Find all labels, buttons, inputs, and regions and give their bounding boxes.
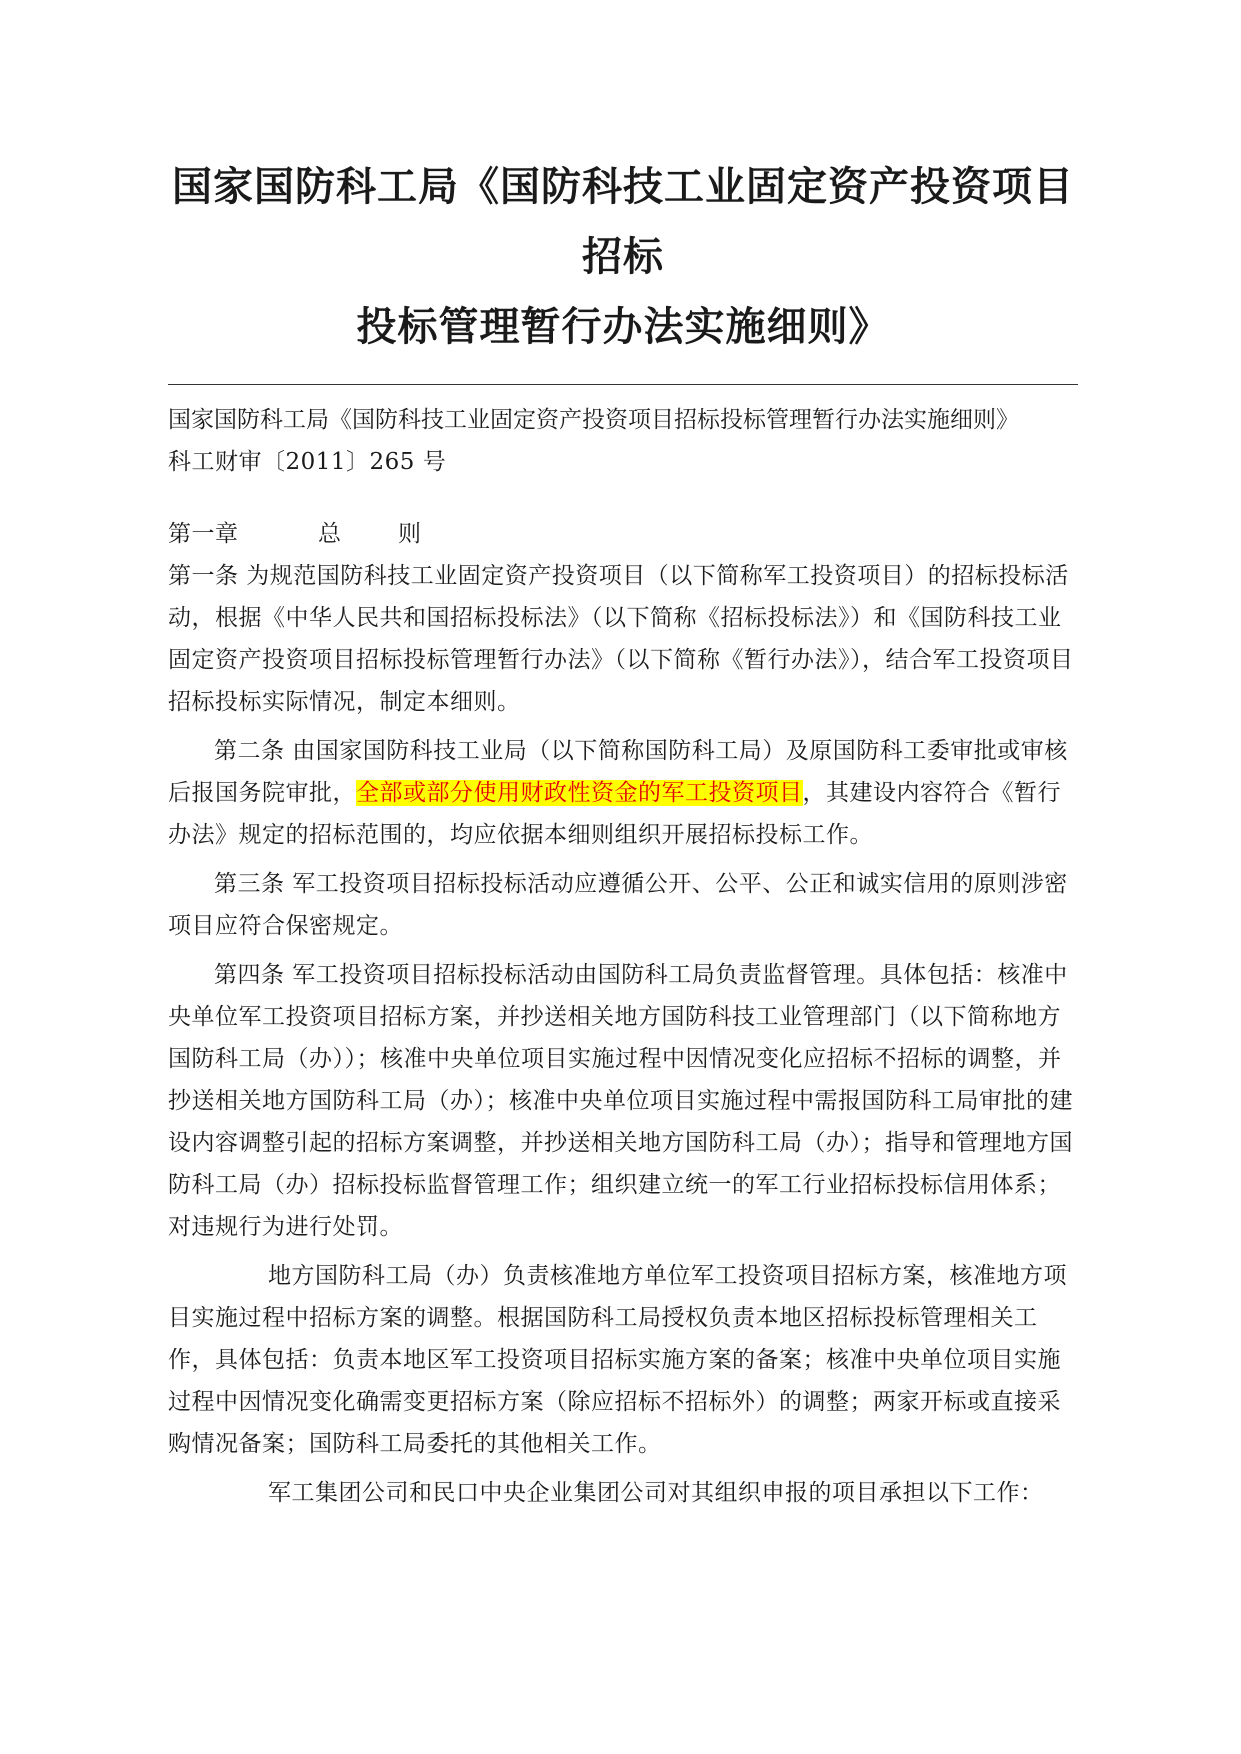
chapter-heading	[168, 513, 1078, 555]
article-2-highlight: 全部或部分使用财政性资金的军工投资项目	[356, 780, 803, 806]
subtitle-line-2: 科工财审〔2011〕265 号	[168, 449, 447, 475]
article-2-text-b: ，其建设内容符合《暂行办法》规定的招标范围的，均应依据本细则组织开展招标投标工作。	[168, 780, 1061, 848]
article-4-paragraph-3: 军工集团公司和民口中央企业集团公司对其组织申报的项目承担以下工作：	[268, 1480, 1044, 1506]
title-divider	[168, 384, 1078, 385]
article-4-paragraph-2: 地方国防科工局（办）负责核准地方单位军工投资项目招标方案，核准地方项目实施过程中招标方案的调整。根据国防科工局授权负责本地区招标投标管理相关工作，具体包括：负责本地区军工投资项目招标实施方案的备案；核准中央单位项目实施过程中因情况变化确需变更招标方案（除应招标不招标外）的调整；两家开标或直接采购情况备案；国防科工局委托的其他相关工作。	[168, 1263, 1067, 1457]
document-body	[168, 399, 1078, 1514]
article-4: 第四条 军工投资项目招标投标活动由国防科工局负责监督管理。具体包括：核准中央单位军工投资项目招标方案，并抄送相关地方国防科技工业管理部门（以下简称地方国防科工局（办））；核准中央单位项目实施过程中因情况变化应招标不招标的调整，并抄送相关地方国防科工局（办）；核准中央单位项目实施过程中需报国防科工局审批的建设内容调整引起的招标方案调整，并抄送相关地方国防科工局（办）；指导和管理地方国防科工局（办）招标投标监督管理工作；组织建立统一的军工行业招标投标信用体系；对违规行为进行处罚。	[168, 962, 1073, 1240]
title-line-1: 国家国防科工局《国防科技工业固定资产投资项目招标	[172, 164, 1074, 280]
article-3: 第三条 军工投资项目招标投标活动应遵循公开、公平、公正和诚实信用的原则涉密项目应符合保密规定。	[168, 871, 1068, 939]
subtitle-line-1: 国家国防科工局《国防科技工业固定资产投资项目招标投标管理暂行办法实施细则》	[168, 407, 1019, 433]
article-2	[168, 730, 1078, 856]
article-2-text-a: 第二条 由国家国防科技工业局（以下简称国防科工局）及原国防科工委审批或审核后报国务院审批，	[168, 738, 1068, 806]
title-line-2: 投标管理暂行办法实施细则》	[356, 304, 890, 350]
chapter-number: 第一章	[168, 521, 239, 547]
chapter-title-part-2: 则	[398, 521, 422, 547]
spacer	[168, 483, 1078, 513]
document-title	[168, 152, 1078, 362]
chapter-title-part-1: 总	[318, 521, 342, 547]
document-page	[168, 152, 1078, 1514]
article-1: 第一条 为规范国防科技工业固定资产投资项目（以下简称军工投资项目）的招标投标活动，根据《中华人民共和国招标投标法》（以下简称《招标投标法》）和《国防科技工业固定资产投资项目招标投标管理暂行办法》（以下简称《暂行办法》），结合军工投资项目招标投标实际情况，制定本细则。	[168, 563, 1074, 715]
